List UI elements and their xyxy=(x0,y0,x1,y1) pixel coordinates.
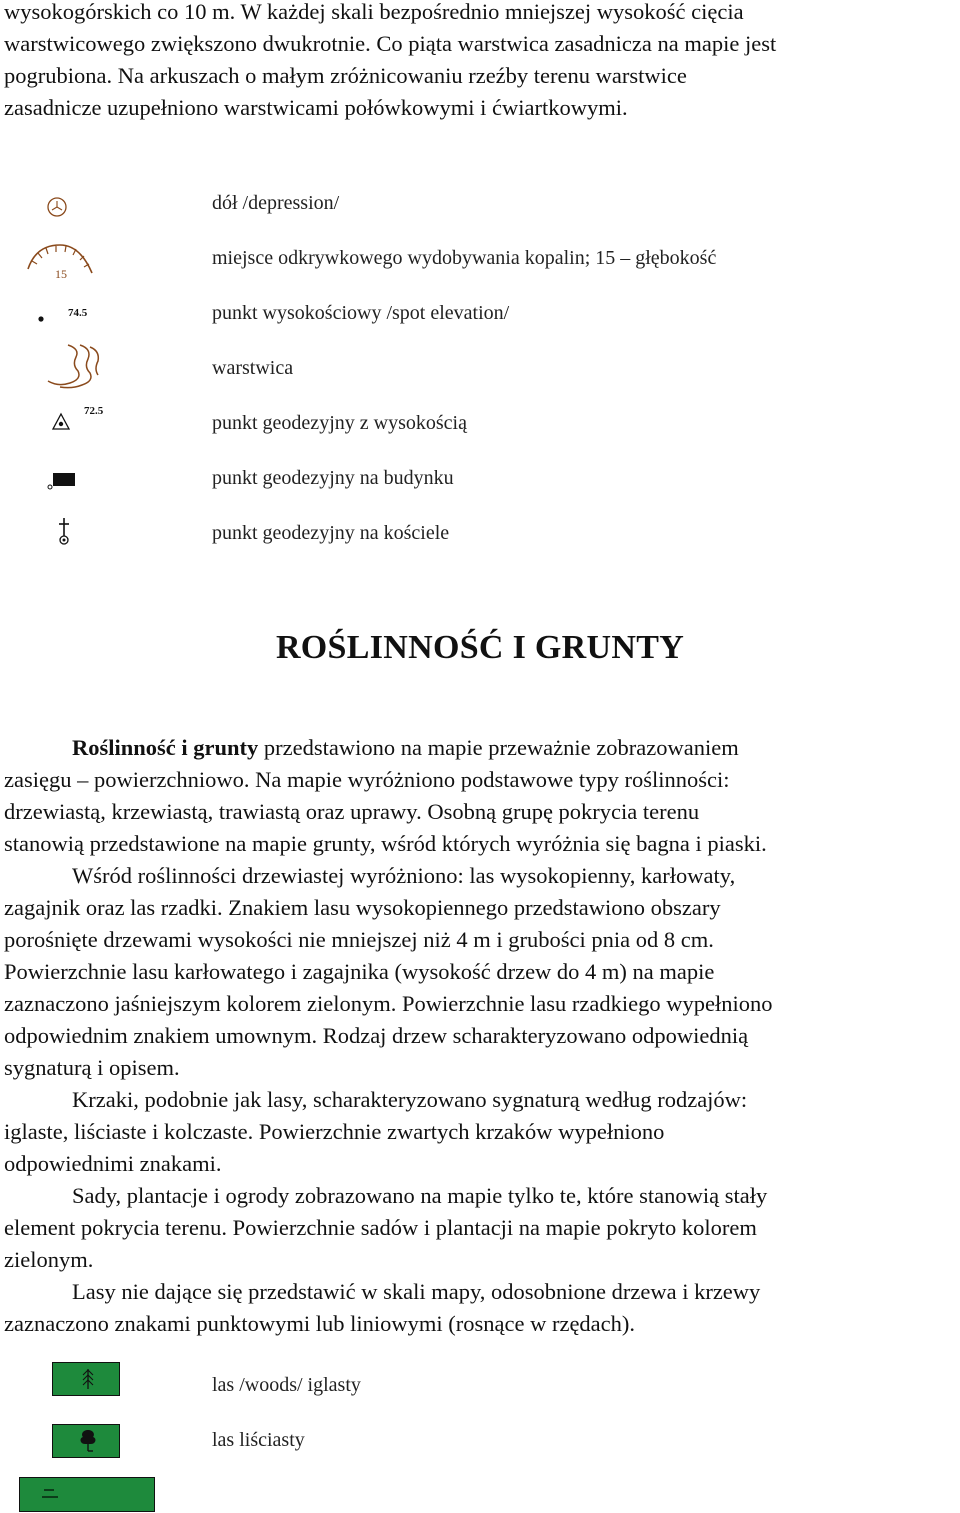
text-line xyxy=(4,1084,956,1116)
text-line: pogrubiona. Na arkuszach o małym zróżnicowaniu rzeźby terenu warstwice xyxy=(4,63,687,88)
text-span: Sady, plantacje i ogrody zobrazowano na mapie tylko te, które stanowią stały xyxy=(72,1183,768,1208)
text-line: wysokogórskich co 10 m. W każdej skali bezpośrednio mniejszej wysokość cięcia xyxy=(4,0,744,24)
legend-item-geodetic-church xyxy=(0,512,960,552)
text-line: stanowią przedstawione na mapie grunty, wśród których wyróżnia się bagna i piaski. xyxy=(4,831,767,856)
text-line xyxy=(4,1276,956,1308)
geodetic-building-icon xyxy=(44,469,78,491)
vegetation-text xyxy=(4,732,956,1340)
text-span: przedstawiono na mapie przeważnie zobrazowaniem xyxy=(258,735,739,760)
legend-label: punkt geodezyjny z wysokością xyxy=(212,412,467,434)
text-line: zasadnicze uzupełniono warstwicami połówkowymi i ćwiartkowymi. xyxy=(4,95,628,120)
text-line: warstwicowego zwiększono dwukrotnie. Co piąta warstwica zasadnicza na mapie jest xyxy=(4,31,777,56)
legend-label: dół /depression/ xyxy=(212,192,340,214)
text-line: zaznaczono jaśniejszym kolorem zielonym. Powierzchnie lasu rzadkiego wypełniono xyxy=(4,991,773,1016)
text-span: Wśród roślinności drzewiastej wyróżniono: las wysokopienny, karłowaty, xyxy=(72,863,736,888)
text-line: iglaste, liściaste i kolczaste. Powierzchnie zwartych krzaków wypełniono xyxy=(4,1119,665,1144)
section-heading: ROŚLINNOŚĆ I GRUNTY xyxy=(275,629,685,666)
text-line xyxy=(4,1180,956,1212)
mixed-forest-swatch xyxy=(19,1477,155,1512)
geodetic-point-icon xyxy=(51,412,71,432)
text-line xyxy=(4,860,956,892)
text-line: zielonym. xyxy=(4,1247,94,1272)
bold-term: Roślinność i grunty xyxy=(72,735,259,760)
text-line xyxy=(4,732,956,764)
mixed-forest-icon xyxy=(20,1478,154,1511)
legend-item-depression xyxy=(0,182,960,222)
legend-label: punkt geodezyjny na kościele xyxy=(212,522,450,544)
depression-icon xyxy=(44,194,70,220)
spot-elevation-icon xyxy=(36,314,46,324)
spot-elevation-value: 74.5 xyxy=(68,307,88,319)
text-line: odpowiednimi znakami. xyxy=(4,1151,222,1176)
text-line: element pokrycia terenu. Powierzchnie sadów i plantacji na mapie pokryto kolorem xyxy=(4,1215,757,1240)
coniferous-tree-icon xyxy=(53,1363,119,1395)
contour-line-icon xyxy=(44,341,104,391)
geodetic-church-icon xyxy=(54,516,74,548)
legend-label: las /woods/ iglasty xyxy=(212,1374,361,1396)
text-line: sygnaturą i opisem. xyxy=(4,1055,180,1080)
legend-label: las liściasty xyxy=(212,1429,305,1451)
coniferous-forest-swatch xyxy=(52,1362,120,1396)
legend-label: punkt wysokościowy /spot elevation/ xyxy=(212,302,510,324)
legend-label: punkt geodezyjny na budynku xyxy=(212,467,454,489)
legend-item-geodetic-building xyxy=(0,457,960,497)
legend-label: warstwica xyxy=(212,357,294,379)
text-line: zagajnik oraz las rzadki. Znakiem lasu wysokopiennego przedstawiono obszary xyxy=(4,895,721,920)
text-span: Krzaki, podobnie jak lasy, scharakteryzowano sygnaturą według rodzajów: xyxy=(72,1087,748,1112)
deciduous-forest-swatch xyxy=(52,1424,120,1458)
text-line: Powierzchnie lasu karłowatego i zagajnika (wysokość drzew do 4 m) na mapie xyxy=(4,959,715,984)
intro-paragraph xyxy=(4,0,956,124)
legend-item-geodetic-point xyxy=(0,402,960,442)
text-line: zasięgu – powierzchniowo. Na mapie wyróżniono podstawowe typy roślinności: xyxy=(4,767,730,792)
legend-item-open-pit xyxy=(0,237,960,281)
text-line: zaznaczono znakami punktowymi lub liniowymi (rosnące w rzędach). xyxy=(4,1311,636,1336)
text-span: Lasy nie dające się przedstawić w skali mapy, odosobnione drzewa i krzewy xyxy=(72,1279,761,1304)
text-line: odpowiednim znakiem umownym. Rodzaj drzew scharakteryzowano odpowiednią xyxy=(4,1023,749,1048)
legend-label: miejsce odkrywkowego wydobywania kopalin; 15 – głębokość xyxy=(212,247,717,269)
geodetic-point-value: 72.5 xyxy=(84,405,104,417)
open-pit-depth-label: 15 xyxy=(55,267,67,281)
legend-item-contour xyxy=(0,347,960,387)
text-line: drzewiastą, krzewiastą, trawiastą oraz uprawy. Osobną grupę pokrycia terenu xyxy=(4,799,700,824)
legend-item-spot-elevation xyxy=(0,292,960,332)
deciduous-tree-icon xyxy=(53,1425,119,1457)
text-line: porośnięte drzewami wysokości nie mniejszej niż 4 m i grubości pnia od 8 cm. xyxy=(4,927,714,952)
